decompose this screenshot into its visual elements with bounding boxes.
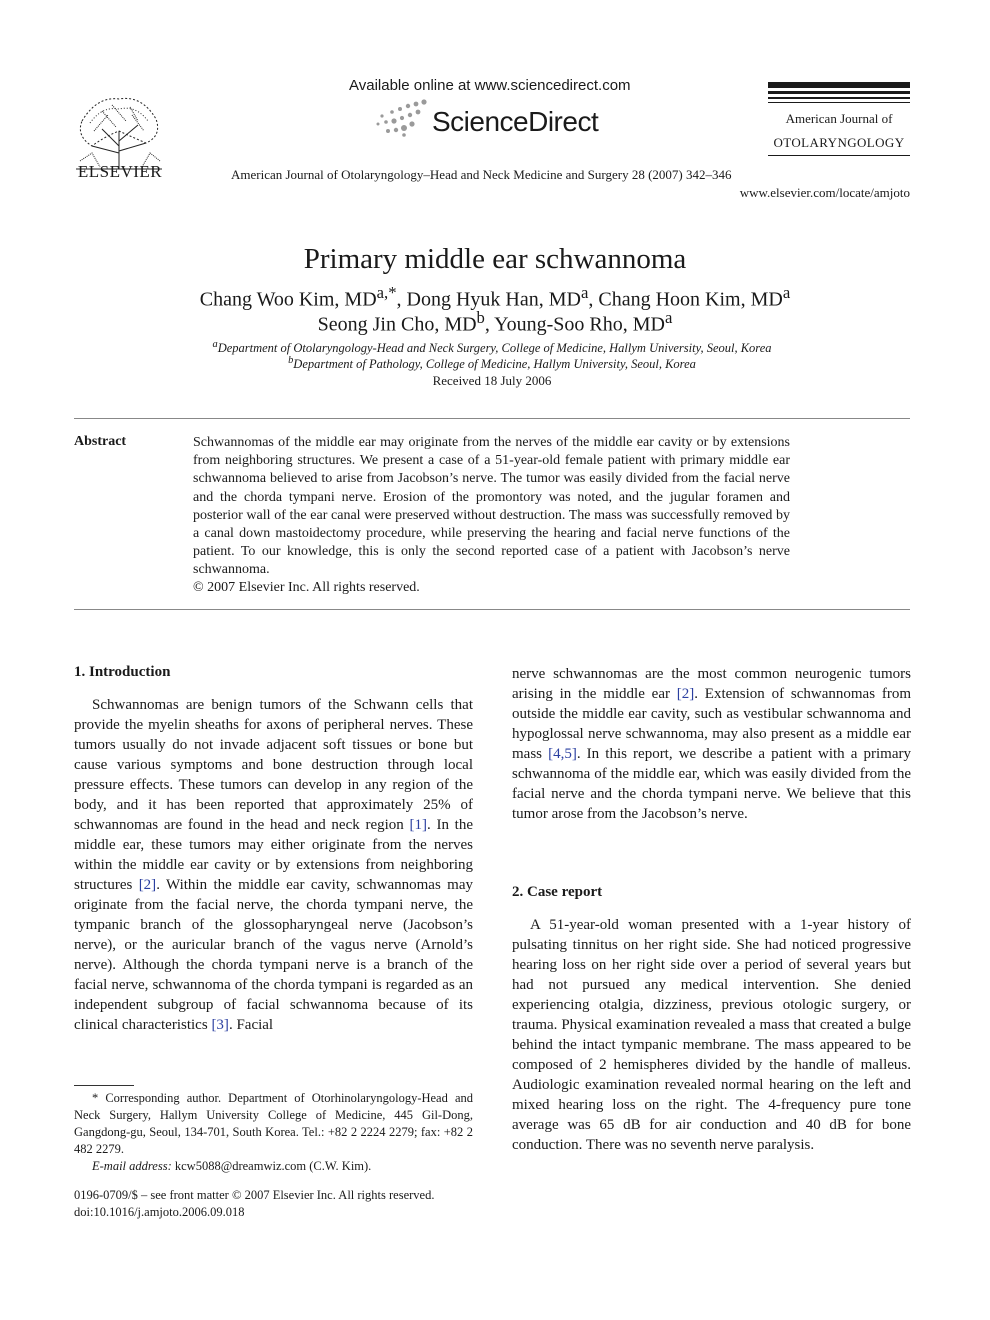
author-sup: a,* — [376, 283, 397, 302]
journal-logo-line2: OTOLARYNGOLOGY — [773, 135, 905, 150]
sciencedirect-dots-icon — [374, 98, 430, 138]
abstract-top-rule — [74, 418, 910, 419]
journal-logo-underline — [768, 155, 910, 156]
affiliation-text: Department of Pathology, College of Medicine, Hallym University, Seoul, Korea — [293, 357, 696, 372]
received-date: Received 18 July 2006 — [432, 373, 552, 388]
available-online-text: Available online at www.sciencedirect.com — [349, 77, 631, 94]
author-name: Dong Hyuk Han, MD — [406, 288, 581, 311]
journal-logo-bars — [768, 82, 910, 106]
author-sup: a — [664, 308, 673, 327]
reference-link[interactable]: [2] — [138, 877, 157, 893]
email-label: E-mail address: — [92, 1159, 172, 1173]
publisher-name: ELSEVIER — [77, 162, 163, 181]
abstract-copyright: © 2007 Elsevier Inc. All rights reserved. — [193, 580, 420, 595]
author-sup: b — [476, 308, 485, 327]
intro-text: . In this report, we describe a patient with a primary schwannoma of the middle ear, which was easily divided from the facial nerve and the chorda tympani nerve. We believe that this tumor arose from the Jacobson’s nerve. — [512, 746, 911, 822]
author-sup: a — [580, 283, 589, 302]
introduction-body — [74, 695, 473, 1035]
intro-text: Schwannomas are benign tumors of the Schwann cells that provide the myelin sheaths for axons of peripheral nerves. These tumors usually do not invade adjacent soft tissues or bone but cause various symptoms and bone destruction through local pressure effects. These tumors can develop in any region of the body, and it has been reported that approximately 25% of schwannomas are found in the head and neck region — [74, 697, 473, 833]
reference-link[interactable]: [2] — [676, 686, 695, 702]
intro-text: nerve schwannomas are the most common neurogenic tumors arising in the middle ear — [512, 666, 911, 702]
sciencedirect-logo-text: ScienceDirect — [432, 106, 599, 137]
intro-text: . In the middle ear, these tumors may either originate from the nerves within the middle ear cavity or by extensions from neighboring structures — [74, 817, 473, 893]
author-name: Chang Woo Kim, MD — [199, 288, 377, 311]
issn-block — [74, 1187, 434, 1221]
journal-citation: American Journal of Otolaryngology–Head and Neck Medicine and Surgery 28 (2007) 342–346 — [231, 167, 732, 182]
case-report-body — [512, 915, 911, 1155]
section-heading-introduction: 1. Introduction — [74, 664, 171, 680]
abstract-label: Abstract — [74, 434, 127, 449]
article-title: Primary middle ear schwannoma — [303, 243, 687, 275]
affiliation-sup: b — [288, 355, 294, 366]
affiliation-a — [0, 339, 984, 356]
intro-text: . Extension of schwannomas from outside the middle ear cavity, such as vestibular schwannoma and hypoglossal nerve schwannoma, may also present as a middle ear mass — [512, 686, 911, 762]
author-line-1: Chang Woo Kim, $MD^{a,*}$, Dong Hyuk Han, $MD^a$, Chang Hoon Kim, $MD^a$ — [199, 283, 791, 311]
section-heading-case-report: 2. Case report — [512, 884, 603, 900]
reference-link[interactable]: [4,5] — [548, 746, 577, 762]
intro-text: . Within the middle ear cavity, schwannomas may originate from the facial nerve, the chorda tympani nerve, the tympanic branch of the glossopharyngeal nerve (Jacobson’s nerve), or the auricular branch of the vagus nerve (Arnold’s nerve). Although the chorda tympani nerve is a branch of the facial nerve, schwannoma of the chorda tympani is regarded as an independent subgroup of facial schwannoma because of its clinical characteristics — [74, 877, 473, 1033]
author-name: Seong Jin Cho, MD — [317, 313, 477, 336]
reference-link[interactable]: [1] — [409, 817, 427, 833]
abstract-bottom-rule — [74, 609, 910, 610]
journal-url[interactable]: www.elsevier.com/locate/amjoto — [739, 185, 910, 200]
email-address[interactable]: kcw5088@dreamwiz.com (C.W. Kim). — [174, 1159, 372, 1173]
footnote-rule — [74, 1085, 134, 1086]
affiliation-sup: a — [212, 339, 218, 350]
author-name: Chang Hoon Kim, MD — [598, 288, 783, 311]
footnote-text: * Corresponding author. Department of Otorhinolaryngology-Head and Neck Surgery, Hallym University College of Medicine, 445 Gil-Dong, Gangdong-gu, Seoul, 134-701, South Korea. Tel.: +82 2 2224 2279; fax: +82 2 482 2279. — [74, 1091, 473, 1156]
doi-line[interactable]: doi:10.1016/j.amjoto.2006.09.018 — [74, 1205, 245, 1219]
author-name: Young-Soo Rho, MD — [494, 313, 665, 336]
reference-link[interactable]: [3] — [211, 1017, 229, 1033]
corresponding-author-footnote — [74, 1090, 473, 1175]
author-line-2: Seong Jin Cho, $MD^b$, Young-Soo Rho, $MD^a$ — [317, 308, 673, 336]
introduction-continued — [512, 664, 911, 824]
affiliation-b — [0, 355, 984, 372]
affiliation-text: Department of Otolaryngology-Head and Neck Surgery, College of Medicine, Hallym University, Seoul, Korea — [217, 341, 772, 356]
intro-text: . Facial — [228, 1017, 274, 1033]
front-matter-line: 0196-0709/$ – see front matter © 2007 Elsevier Inc. All rights reserved. — [74, 1188, 435, 1202]
journal-logo-line1: American Journal of — [785, 111, 893, 126]
case-text: A 51-year-old woman presented with a 1-year history of pulsating tinnitus on her right side. She had noticed progressive hearing loss on her right side over a period of several years but had not pursued any medical intervention. She denied experiencing otalgia, dizziness, previous otologic surgery, or trauma. Physical examination revealed a mass that created a bulge behind the intact tympanic membrane. The mass appeared to be composed of 2 hemispheres divided by the handle of malleus. Audiologic examination revealed normal hearing on the left and mixed hearing loss on the right. The 4-frequency pure tone average was 65 dB for air conduction and 40 dB for bone conduction. There was no seventh nerve paralysis. — [512, 917, 911, 1153]
author-sup: a — [782, 283, 791, 302]
abstract-text: Schwannomas of the middle ear may originate from the nerves of the middle ear cavity or by extensions from neighboring structures. We present a case of a 51-year-old female patient with primary middle ear schwannoma believed to arise from Jacobson’s nerve. The tumor was easily divided from the facial nerve and the chorda tympani nerve. Erosion of the promontory was noted, and the jugular foramen and posterior wall of the ear canal were preserved without destruction. The mass was successfully removed by a canal down mastoidectomy procedure, while preserving the hearing and facial nerve functions of the patient. To our knowledge, this is only the second reported case of a patient with Jacobson’s nerve schwannoma. — [193, 435, 790, 578]
